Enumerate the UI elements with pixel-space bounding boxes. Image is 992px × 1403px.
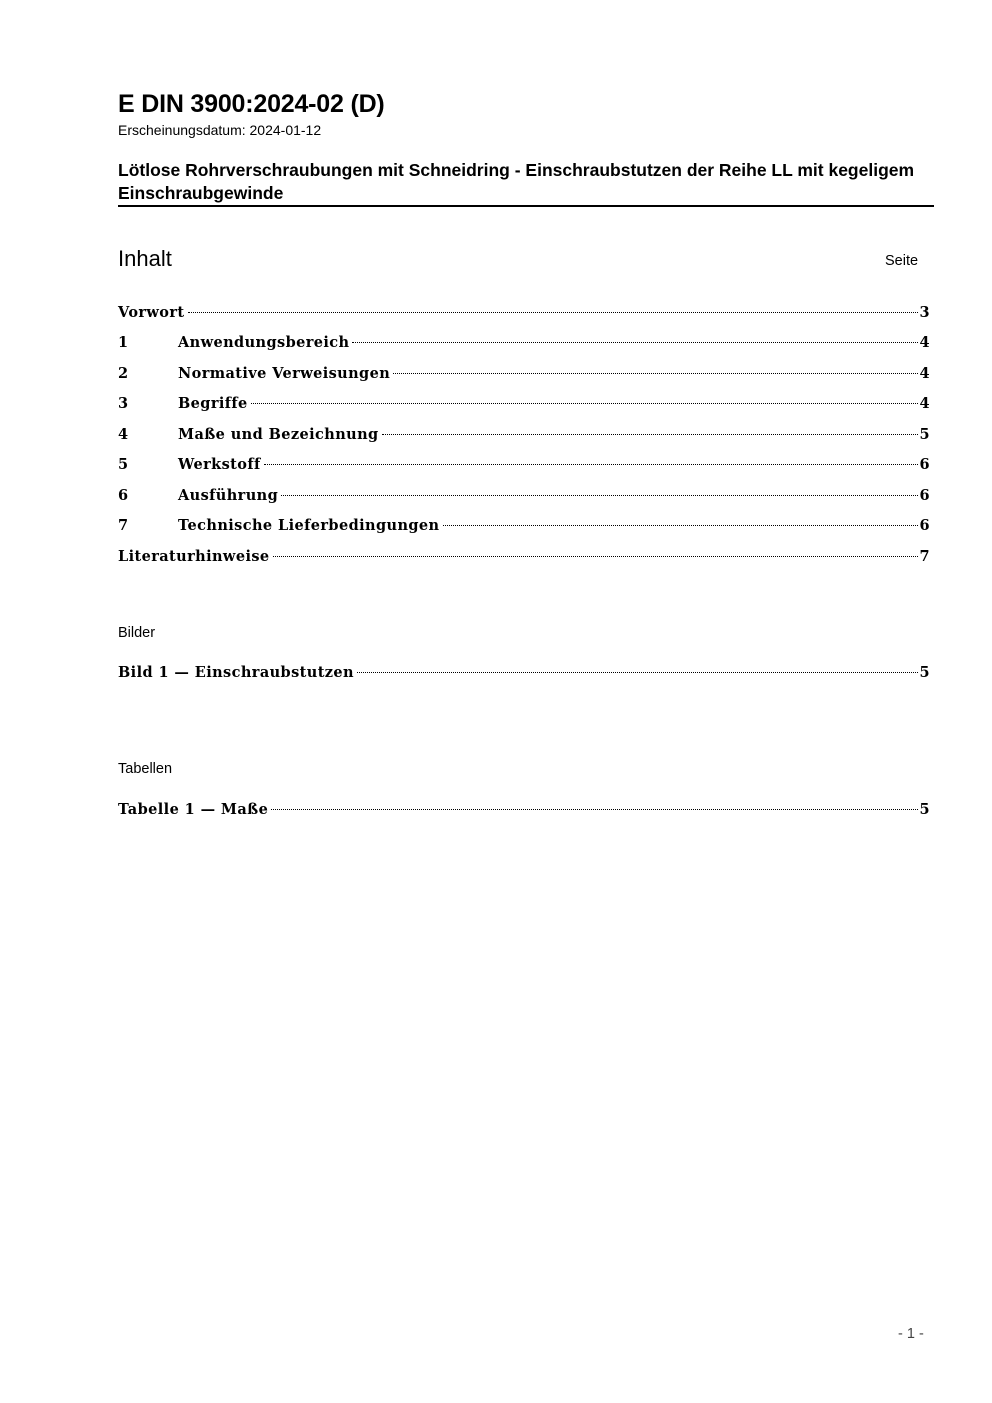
toc-entry-label: Anwendungsbereich [178,334,350,351]
document-title: Lötlose Rohrverschraubungen mit Schneidring - Einschraubstutzen der Reihe LL mit kegeligem Einschraubgewinde [118,160,915,203]
figure-entry-page: 5 [919,664,930,681]
toc-entry-page: 4 [919,334,930,351]
toc-entry-number: 1 [118,334,129,351]
dot-leader [357,672,918,673]
page-number: - 1 - [898,1326,924,1342]
dot-leader [443,525,918,526]
tables-heading: Tabellen [118,761,173,777]
toc-entry-label: Begriffe [178,395,248,412]
dot-leader [273,556,918,557]
toc-entry-vorwort[interactable] [118,302,930,324]
toc-entry-label: Literaturhinweise [118,548,270,565]
toc-entry-label: Ausführung [178,487,279,504]
table-entry-label: Tabelle 1 — Maße [118,801,269,818]
figure-entry-bild-1[interactable] [118,662,930,684]
dot-leader [271,809,917,810]
table-entry-tabelle-1[interactable] [118,799,930,821]
toc-entry-page: 7 [919,548,930,565]
publication-date: Erscheinungsdatum: 2024-01-12 [118,122,322,138]
toc-entry-normative-verweisungen[interactable] [118,363,930,385]
toc-heading: Inhalt [118,246,172,271]
toc-entry-page: 5 [919,426,930,443]
toc-entry-label: Vorwort [118,304,185,321]
toc-entry-number: 6 [118,487,129,504]
title-divider [118,205,934,207]
dot-leader [264,464,918,465]
toc-entry-number: 4 [118,426,129,443]
toc-entry-begriffe[interactable] [118,393,930,415]
toc-entry-page: 6 [919,487,930,504]
document-id: E DIN 3900:2024-02 (D) [118,90,385,118]
dot-leader [382,434,918,435]
toc-entry-label: Technische Lieferbedingungen [178,517,440,534]
toc-entry-technische-lieferbedingungen[interactable] [118,515,930,537]
toc-entry-page: 6 [919,456,930,473]
toc-entry-label: Normative Verweisungen [178,365,391,382]
toc-entry-number: 3 [118,395,129,412]
toc-entry-page: 3 [919,304,930,321]
toc-entry-page: 4 [919,365,930,382]
dot-leader [393,373,917,374]
figure-entry-label: Bild 1 — Einschraubstutzen [118,664,354,681]
toc-entry-number: 7 [118,517,129,534]
toc-entry-page: 6 [919,517,930,534]
toc-entry-masse-und-bezeichnung[interactable] [118,424,930,446]
toc-entry-anwendungsbereich[interactable] [118,332,930,354]
toc-entry-werkstoff[interactable] [118,454,930,476]
table-entry-page: 5 [919,801,930,818]
toc-entry-page: 4 [919,395,930,412]
dot-leader [352,342,917,343]
dot-leader [281,495,917,496]
toc-entry-number: 2 [118,365,129,382]
figures-heading: Bilder [118,625,156,641]
toc-entry-label: Werkstoff [178,456,261,473]
dot-leader [188,312,918,313]
dot-leader [251,403,918,404]
toc-entry-label: Maße und Bezeichnung [178,426,379,443]
toc-entry-ausfuehrung[interactable] [118,485,930,507]
toc-entry-literaturhinweise[interactable] [118,546,930,568]
page-column-label: Seite [885,253,919,269]
toc-entry-number: 5 [118,456,129,473]
